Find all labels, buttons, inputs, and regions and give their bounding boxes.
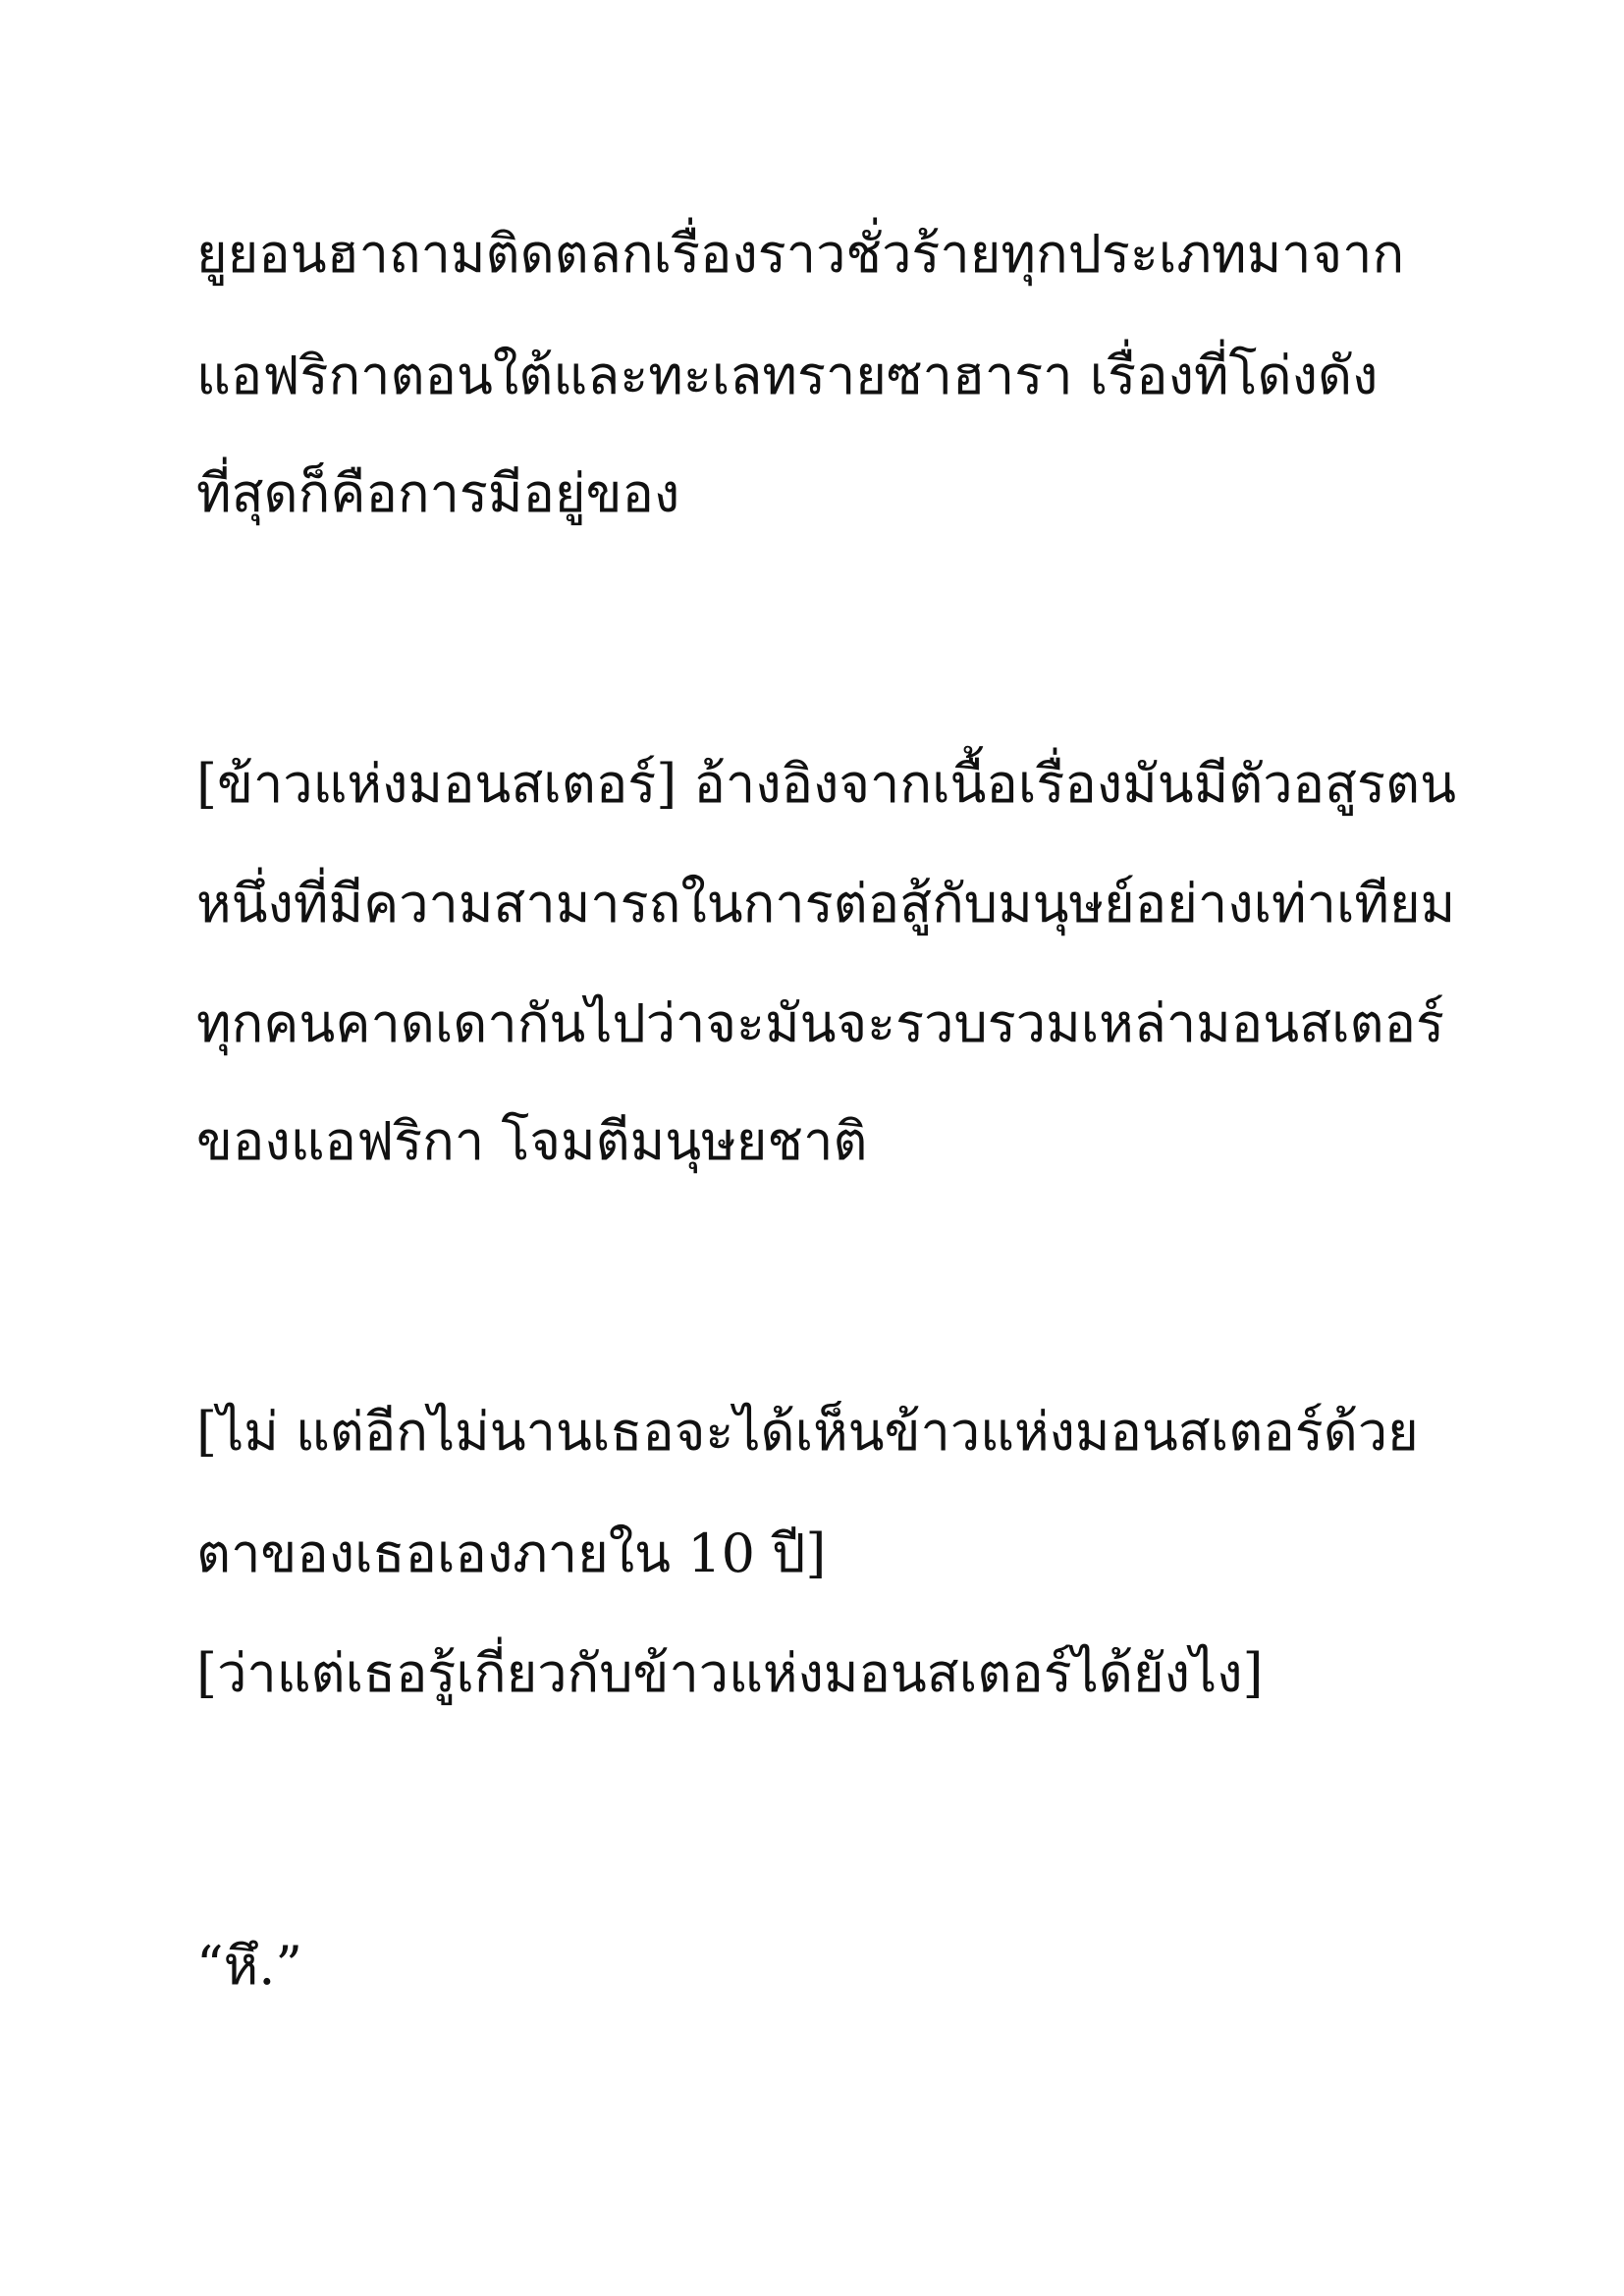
text-line: ของแอฟริกา โจมตีมนุษยชาติ [196, 1110, 868, 1172]
text-line: ทุกคนคาดเดากันไปว่าจะมันจะรวบรวมเหล่ามอนสเตอร์ [196, 992, 1445, 1054]
text-line: ยูยอนฮาถามติดตลกเรื่องราวชั่วร้ายทุกประเภทมาจาก [196, 223, 1405, 285]
text-line: หนึ่งที่มีความสามารถในการต่อสู้กับมนุษย์อย่างเท่าเทียม [196, 873, 1456, 934]
text-line: [ไม่ แต่อีกไม่นานเธอจะได้เห็นข้าวแห่งมอนสเตอร์ด้วย [196, 1401, 1419, 1463]
text-line: [ข้าวแห่งมอนสเตอร์] อ้างอิงจากเนื้อเรื่องมันมีตัวอสูรตน [196, 753, 1457, 815]
text-line: ตาของเธอเองภายใน 10 ปี] [196, 1522, 827, 1584]
text-line: [ว่าแต่เธอรู้เกี่ยวกับข้าวแห่งมอนสเตอร์ได้ยังไง] [196, 1642, 1264, 1704]
text-line: ที่สุดก็คือการมีอยู่ของ [196, 462, 680, 524]
text-line: แอฟริกาตอนใต้และทะเลทรายซาฮารา เรื่องที่โด่งดัง [196, 345, 1379, 406]
text-line: “หึ.” [196, 1935, 302, 1997]
